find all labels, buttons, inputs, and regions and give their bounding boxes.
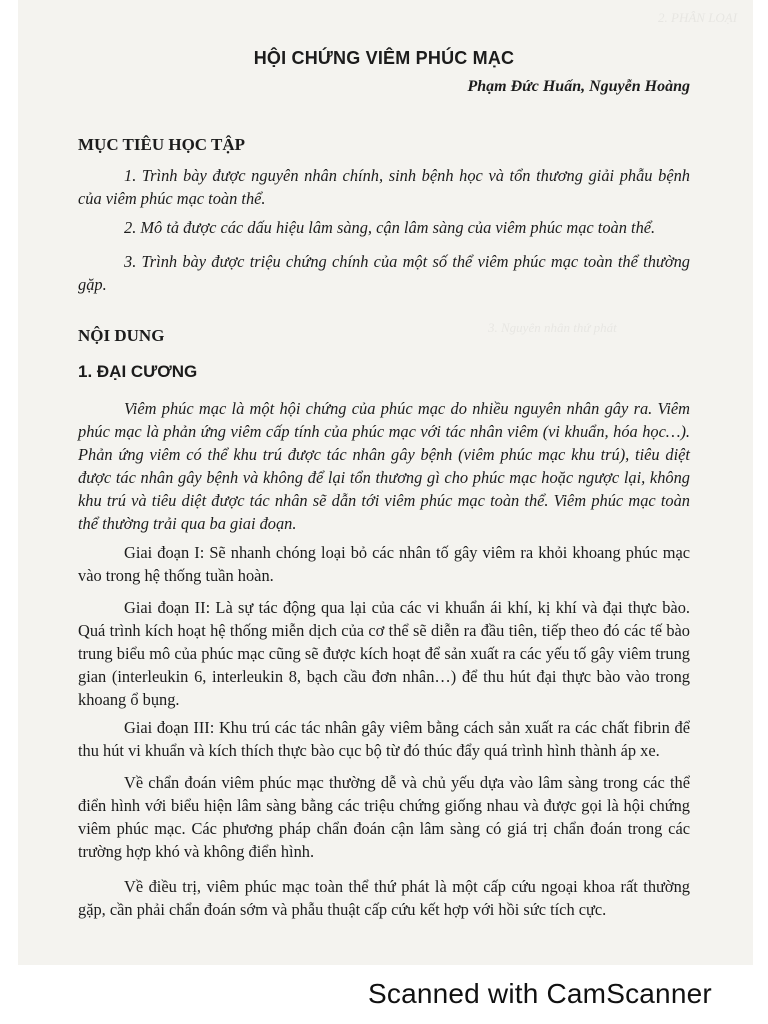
body-paragraph: Giai đoạn III: Khu trú các tác nhân gây viêm bằng cách sản xuất ra các chất fibrin để thu hút vi khuẩn và kích thích thực bào cục bộ từ đó thúc đẩy quá trình hình thành áp xe.: [78, 718, 690, 760]
bleed-through-text: 2. PHÂN LOẠI: [658, 10, 738, 25]
objectives-heading: MỤC TIÊU HỌC TẬP: [78, 135, 246, 154]
body-paragraph: Về điều trị, viêm phúc mạc toàn thể thứ phát là một cấp cứu ngoại khoa rất thường gặp, cần phải chẩn đoán sớm và phẫu thuật cấp cứu kết hợp với hồi sức tích cực.: [78, 877, 690, 919]
objective-item: 2. Mô tả được các dấu hiệu lâm sàng, cận lâm sàng của viêm phúc mạc toàn thể.: [124, 218, 656, 237]
body-paragraph: Viêm phúc mạc là một hội chứng của phúc mạc do nhiều nguyên nhân gây ra. Viêm phúc mạc là phản ứng viêm cấp tính của phúc mạc với tác nhân viêm (vi khuẩn, hóa học…). Phản ứng viêm có thể khu trú được tác nhân gây bệnh (viêm phúc mạc khu trú), tiêu diệt được tác nhân gây bệnh và không để lại tổn thương gì cho phúc mạc hoặc ngược lại, không khu trú và tiêu diệt được tác nhân sẽ dẫn tới viêm phúc mạc toàn thể. Viêm phúc mạc toàn thể thường trải qua ba giai đoạn.: [78, 399, 690, 533]
body-paragraph: Giai đoạn I: Sẽ nhanh chóng loại bỏ các nhân tố gây viêm ra khỏi khoang phúc mạc vào trong hệ thống tuần hoàn.: [78, 543, 690, 585]
page-title: HỘI CHỨNG VIÊM PHÚC MẠC: [253, 48, 515, 68]
objective-item: 1. Trình bày được nguyên nhân chính, sinh bệnh học và tổn thương giải phẫu bệnh của viêm phúc mạc toàn thể.: [78, 166, 690, 208]
section-heading: 1. ĐẠI CƯƠNG: [78, 362, 198, 381]
objective-item: 3. Trình bày được triệu chứng chính của một số thể viêm phúc mạc toàn thể thường gặp.: [78, 252, 690, 294]
camscanner-watermark: Scanned with CamScanner: [368, 978, 712, 1009]
body-paragraph: Giai đoạn II: Là sự tác động qua lại của các vi khuẩn ái khí, kị khí và đại thực bào. Quá trình kích hoạt hệ thống miễn dịch của cơ thể sẽ diễn ra đầu tiên, tiếp theo đó các tế bào trung biểu mô của phúc mạc cũng sẽ được kích hoạt để sản xuất ra các yếu tố gây viêm trung gian (interleukin 6, interleukin 8, bạch cầu đơn nhân…) để thu hút đại thực bào vào trong khoang ổ bụng.: [78, 598, 690, 709]
body-paragraph: Về chẩn đoán viêm phúc mạc thường dễ và chủ yếu dựa vào lâm sàng trong các thể điển hình với biểu hiện lâm sàng bằng các triệu chứng giống nhau và được gọi là hội chứng viêm phúc mạc. Các phương pháp chẩn đoán cận lâm sàng có giá trị chẩn đoán trong các trường hợp khó và không điển hình.: [78, 773, 690, 861]
content-heading: NỘI DUNG: [78, 326, 165, 345]
bleed-through-text: 3. Nguyên nhân thứ phát: [488, 320, 617, 335]
authors: Phạm Đức Huấn, Nguyễn Hoàng: [467, 78, 690, 95]
